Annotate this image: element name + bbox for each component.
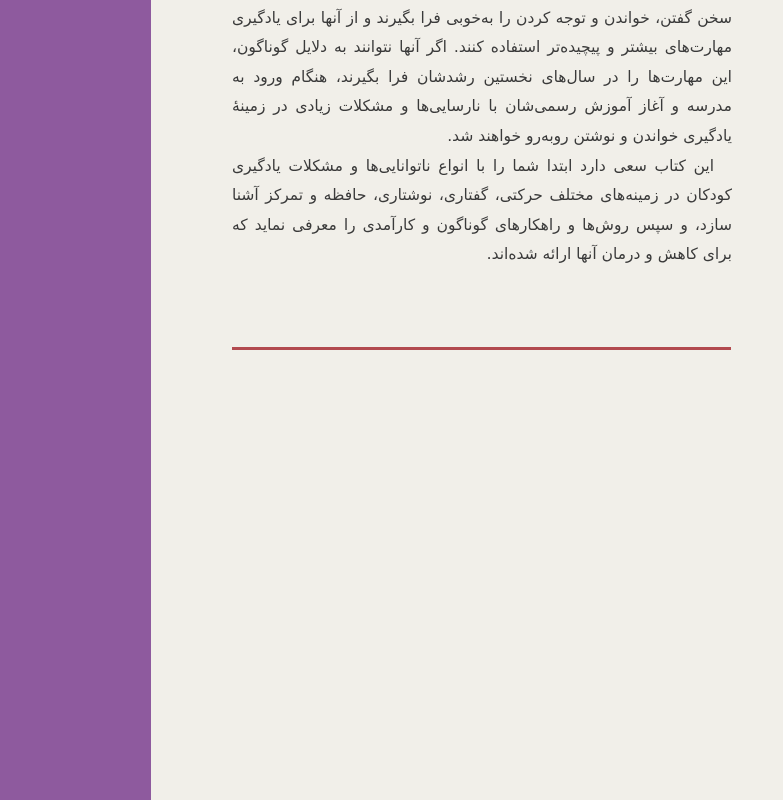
red-divider-line: [232, 347, 731, 350]
description-paragraph-2: این کتاب سعی دارد ابتدا شما را با انواع ناتوانایی‌ها و مشکلات یادگیری کودکان در زمینه‌های مختلف حرکتی، گفتاری، نوشتاری، حافظه و تمرکز آشنا سازد، و سپس روش‌ها و راهکارهای گوناگون و کارآمدی را معرفی نماید که برای کاهش و درمان آنها ارائه شده‌اند.: [232, 156, 732, 264]
description-paragraph-1: سخن گفتن، خواندن و توجه کردن را به‌خوبی فرا بگیرند و از آنها برای یادگیری مهارت‌های بیشتر و پیچیده‌تر استفاده کنند. اگر آنها نتوانند به دلایل گوناگون، این مهارت‌ها را در سال‌های نخستین رشدشان فرا بگیرند، هنگام ورود به مدرسه و آغاز آموزش رسمی‌شان با نارسایی‌ها و مشکلات زیادی در زمینهٔ یادگیری خواندن و نوشتن روبه‌رو خواهند شد.: [232, 8, 732, 145]
purple-spine-band: [0, 0, 151, 800]
back-cover-description: [232, 0, 732, 270]
